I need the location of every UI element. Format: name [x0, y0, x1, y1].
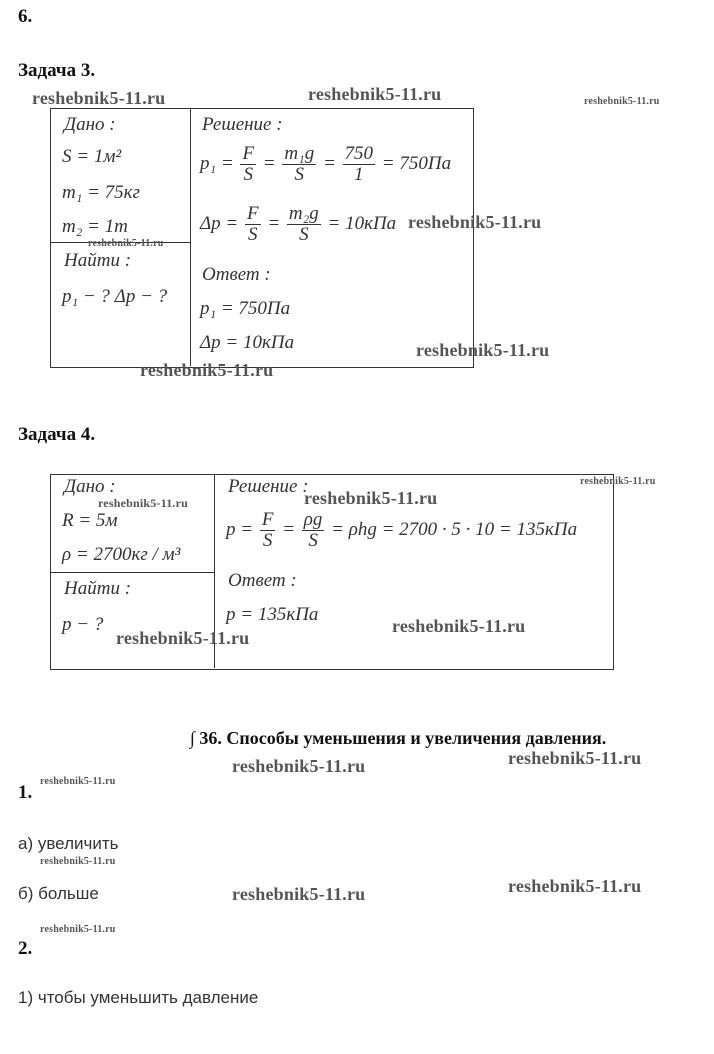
watermark: reshebnik5-11.ru — [304, 488, 438, 508]
question-2-answer-1: 1) чтобы уменьшить давление — [18, 988, 259, 1007]
watermark: reshebnik5-11.ru — [416, 340, 550, 360]
task4-solution-label: Решение : — [228, 476, 309, 497]
task4-find: p − ? — [62, 614, 104, 635]
task4-given-1: R = 5м — [62, 510, 118, 531]
question-1-answer-b: б) больше — [18, 884, 99, 903]
watermark: reshebnik5-11.ru — [392, 616, 526, 636]
watermark: reshebnik5-11.ru — [508, 876, 642, 896]
task3-given-3: m₂ = 1т — [62, 216, 128, 237]
task4-title: Задача 4. — [18, 424, 96, 445]
task3-given-2: m₁ = 75кг — [62, 182, 140, 203]
task3-given-label: Дано : — [64, 114, 116, 135]
task4-divider-horizontal — [50, 572, 214, 573]
section-title: ∫ 36. Способы уменьшения и увеличения давления. — [190, 728, 607, 748]
task4-answer: p = 135кПа — [226, 604, 319, 625]
watermark: reshebnik5-11.ru — [40, 856, 116, 867]
watermark: reshebnik5-11.ru — [116, 628, 250, 648]
watermark: reshebnik5-11.ru — [40, 924, 116, 935]
task3-find-label: Найти : — [64, 250, 132, 271]
task3-solution-label: Решение : — [202, 114, 283, 135]
question-1-number: 1. — [18, 782, 33, 803]
watermark: reshebnik5-11.ru — [98, 496, 188, 510]
page-number: 6. — [18, 6, 33, 27]
task3-answer-2: Δp = 10кПа — [200, 332, 295, 353]
watermark: reshebnik5-11.ru — [232, 884, 366, 904]
question-2-number: 2. — [18, 938, 33, 959]
watermark: reshebnik5-11.ru — [580, 476, 656, 487]
task3-answer-1: p₁ = 750Па — [200, 298, 291, 319]
watermark: reshebnik5-11.ru — [40, 776, 116, 787]
task3-given-1: S = 1м² — [62, 146, 122, 167]
task3-title: Задача 3. — [18, 60, 96, 81]
watermark: reshebnik5-11.ru — [408, 212, 542, 232]
watermark: reshebnik5-11.ru — [88, 238, 164, 249]
watermark: reshebnik5-11.ru — [32, 88, 166, 108]
task3-divider-vertical — [190, 108, 191, 366]
watermark: reshebnik5-11.ru — [232, 756, 366, 776]
task3-equation-1: p₁ = $\frac{F}{S}$ = $\frac{\text{m₁g}}{S}$ = $\frac{750}{1}$ = 750Па — [200, 143, 452, 185]
task4-find-label: Найти : — [64, 578, 132, 599]
task3-find: p₁ − ? Δp − ? — [62, 286, 168, 307]
watermark: reshebnik5-11.ru — [584, 96, 660, 107]
watermark: reshebnik5-11.ru — [140, 360, 274, 380]
task4-answer-label: Ответ : — [228, 570, 297, 591]
watermark: reshebnik5-11.ru — [308, 84, 442, 104]
task4-given-label: Дано : — [64, 476, 116, 497]
task4-given-2: ρ = 2700кг / м³ — [62, 544, 181, 565]
task3-equation-2: Δp = $\frac{F}{S}$ = $\frac{\text{m₂g}}{S}$ = 10кПа — [200, 203, 397, 245]
task4-equation: p = $\frac{F}{S}$ = $\frac{\rho g}{S}$ = ρhg = 2700 · 5 · 10 = 135кПа — [226, 509, 578, 551]
question-1-answer-a: а) увеличить — [18, 834, 119, 853]
task3-answer-label: Ответ : — [202, 264, 271, 285]
watermark: reshebnik5-11.ru — [508, 748, 642, 768]
